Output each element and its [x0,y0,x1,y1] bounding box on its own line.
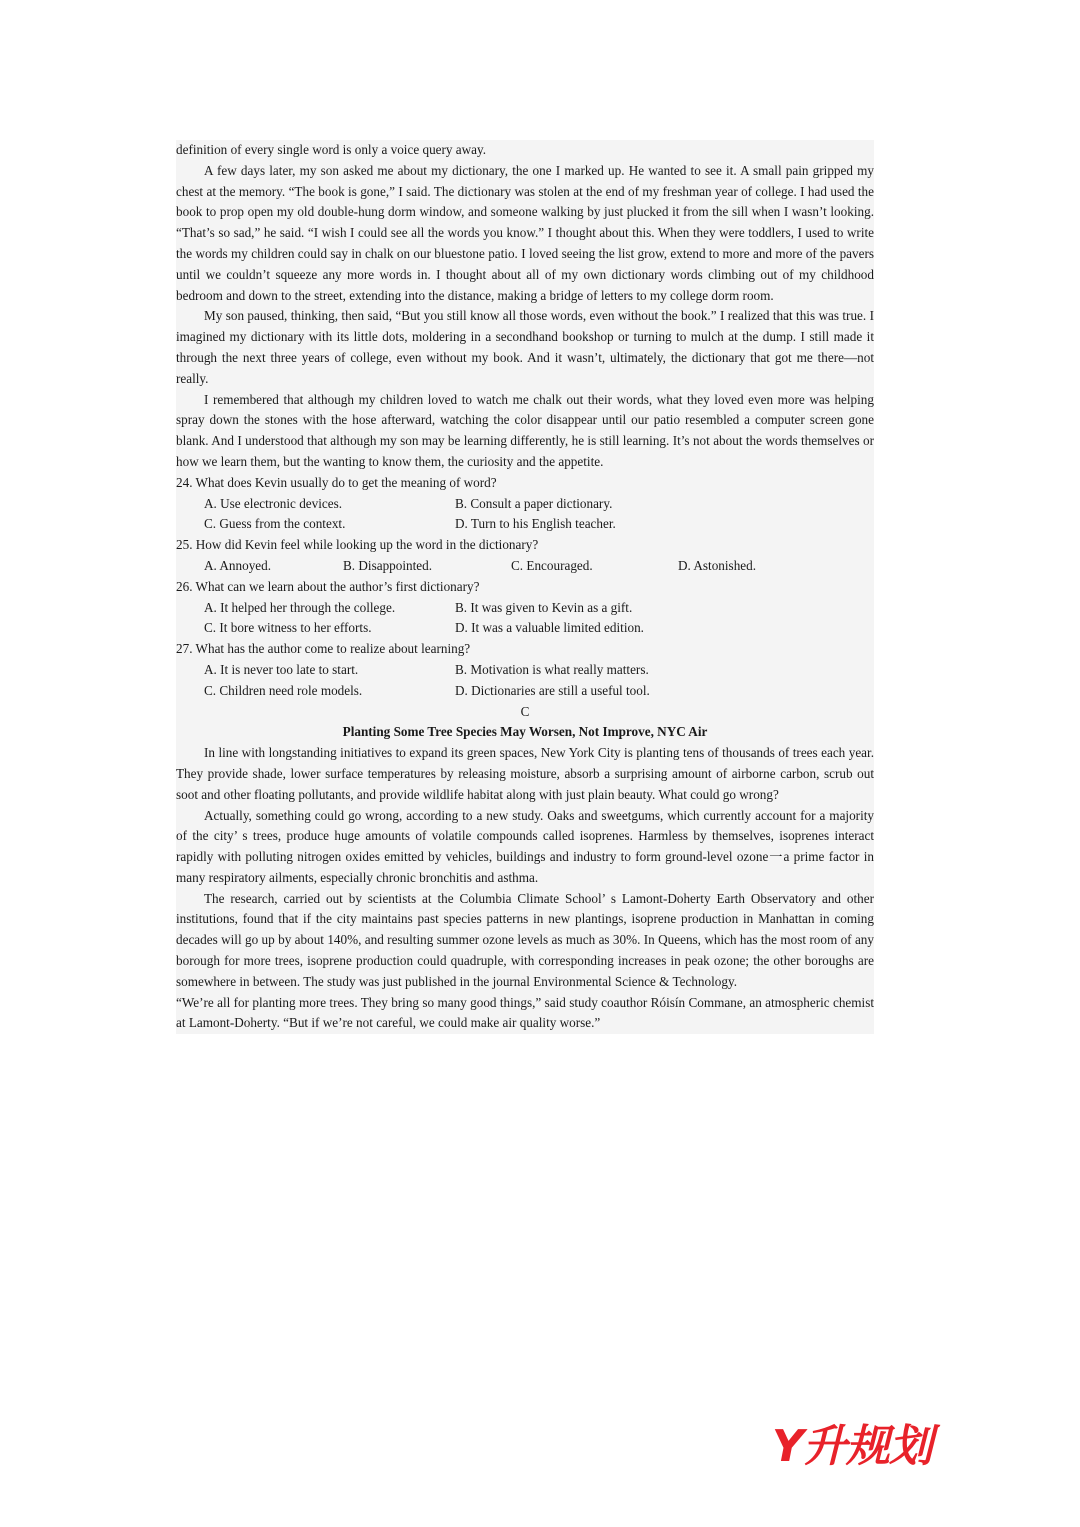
paragraph: My son paused, thinking, then said, “But you still know all those words, even without the book.” I realized that this was true. I imagined my dictionary with its little dots, moldering in a secondhand bookshop or turning to mulch at the dump. I still made it through the next three years of college, even without my book. And it wasn’t, ultimately, the dictionary that got me there—not really. [176,308,874,386]
answer-option: A. Annoyed. [204,557,272,573]
brand-logo [772,1420,1012,1474]
reading-passage-c [176,743,874,1034]
reading-passage-b [176,140,874,473]
options-row [176,598,874,619]
answer-option: A. It helped her through the college. [204,599,396,615]
paragraph: A few days later, my son asked me about my dictionary, the one I marked up. He wanted to see it. A small pain gripped my chest at the memory. “The book is gone,” I said. The dictionary was stolen at the end of my freshman year of college. I had used the book to prop open my old double-hung dorm window, and someone walking by just plucked it from the sill when I wasn’t looking. “That’s so sad,” he said. “I wish I could see all the words you know.” I thought about this. When they were toddlers, I used to write the words my children could say in chalk on our bluestone patio. I loved seeing the list grow, extend to more and more of the pavers until we couldn’t squeeze any more words in. I thought about all of my own dictionary words climbing out of my childhood bedroom and down to the street, extending into the distance, making a bridge of letters to my college dorm room. [176,162,874,303]
options-row [176,660,874,681]
options-row [176,514,874,535]
question-stem: 26. What can we learn about the author’s first dictionary? [176,578,480,594]
paragraph: In line with longstanding initiatives to expand its green spaces, New York City is planting tens of thousands of trees each year. They provide shade, lower surface temperatures by releasing moisture, absorb a surprising amount of airborne carbon, scrub out soot and other floating pollutants, and provide wildlife habitat along with just plain beauty. What could go wrong? [176,745,874,802]
exam-page [176,140,874,1034]
question-stem: 25. How did Kevin feel while looking up the word in the dictionary? [176,537,539,553]
paragraph: Actually, something could go wrong, according to a new study. Oaks and sweetgums, which currently account for a majority of the city’ s trees, produce huge amounts of volatile compounds called isoprenes. Harmless by themselves, isoprenes interact rapidly with polluting nitrogen oxides emitted by vehicles, buildings and industry to form ground-level ozone一a prime factor in many respiratory ailments, especially chronic bronchitis and asthma. [176,807,874,885]
answer-option: A. It is never too late to start. [204,661,359,677]
answer-option: B. Consult a paper dictionary. [455,495,613,511]
options-row [176,681,874,702]
question-stem: 27. What has the author come to realize about learning? [176,641,471,657]
options-row [176,556,874,577]
paragraph: definition of every single word is only a voice query away. [176,142,487,157]
answer-option: B. It was given to Kevin as a gift. [455,599,633,615]
answer-option: C. It bore witness to her efforts. [204,620,372,636]
paragraph: “We’re all for planting more trees. They bring so many good things,” said study coauthor Róisín Commane, an atmospheric chemist at Lamont-Doherty. “But if we’re not careful, we could make air quality worse.” [176,994,874,1031]
answer-option: C. Encouraged. [511,557,593,573]
answer-option: A. Use electronic devices. [204,495,343,511]
question-list [176,473,874,702]
answer-option: D. Astonished. [678,557,757,573]
answer-option: B. Motivation is what really matters. [455,661,649,677]
answer-option: D. It was a valuable limited edition. [455,620,644,636]
paragraph: The research, carried out by scientists at the Columbia Climate School’ s Lamont-Doherty Earth Observatory and other institutions, found that if the city maintains past species patterns in new plantings, isoprene production in Manhattan in coming decades will go up by about 140%, and resulting summer ozone levels as much as 30%. In Queens, which has the most room of any borough for more trees, isoprene production could quadruple, with corresponding increases in peak ozone; the other boroughs are somewhere in between. The study was just published in the journal Environmental Science & Technology. [176,890,874,989]
section-letter: C [520,703,530,719]
question-stem: 24. What does Kevin usually do to get the meaning of word? [176,474,497,490]
answer-option: C. Children need role models. [204,682,363,698]
paragraph: I remembered that although my children loved to watch me chalk out their words, what they loved even more was helping spray down the stones with the hose afterward, watching the color disappear until our patio resembled a computer screen gone blank. And I understood that although my son may be learning differently, he is still learning. It’s not about the words themselves or how we learn them, but the wanting to know them, the curiosity and the appetite. [176,391,874,469]
options-row [176,618,874,639]
options-row [176,494,874,515]
answer-option: B. Disappointed. [343,557,433,573]
answer-option: C. Guess from the context. [204,516,346,532]
article-title: Planting Some Tree Species May Worsen, Not Improve, NYC Air [342,724,708,740]
brand-logo-text: Y升规划 [772,1421,932,1472]
answer-option: D. Dictionaries are still a useful tool. [455,682,650,698]
answer-option: D. Turn to his English teacher. [455,516,616,532]
